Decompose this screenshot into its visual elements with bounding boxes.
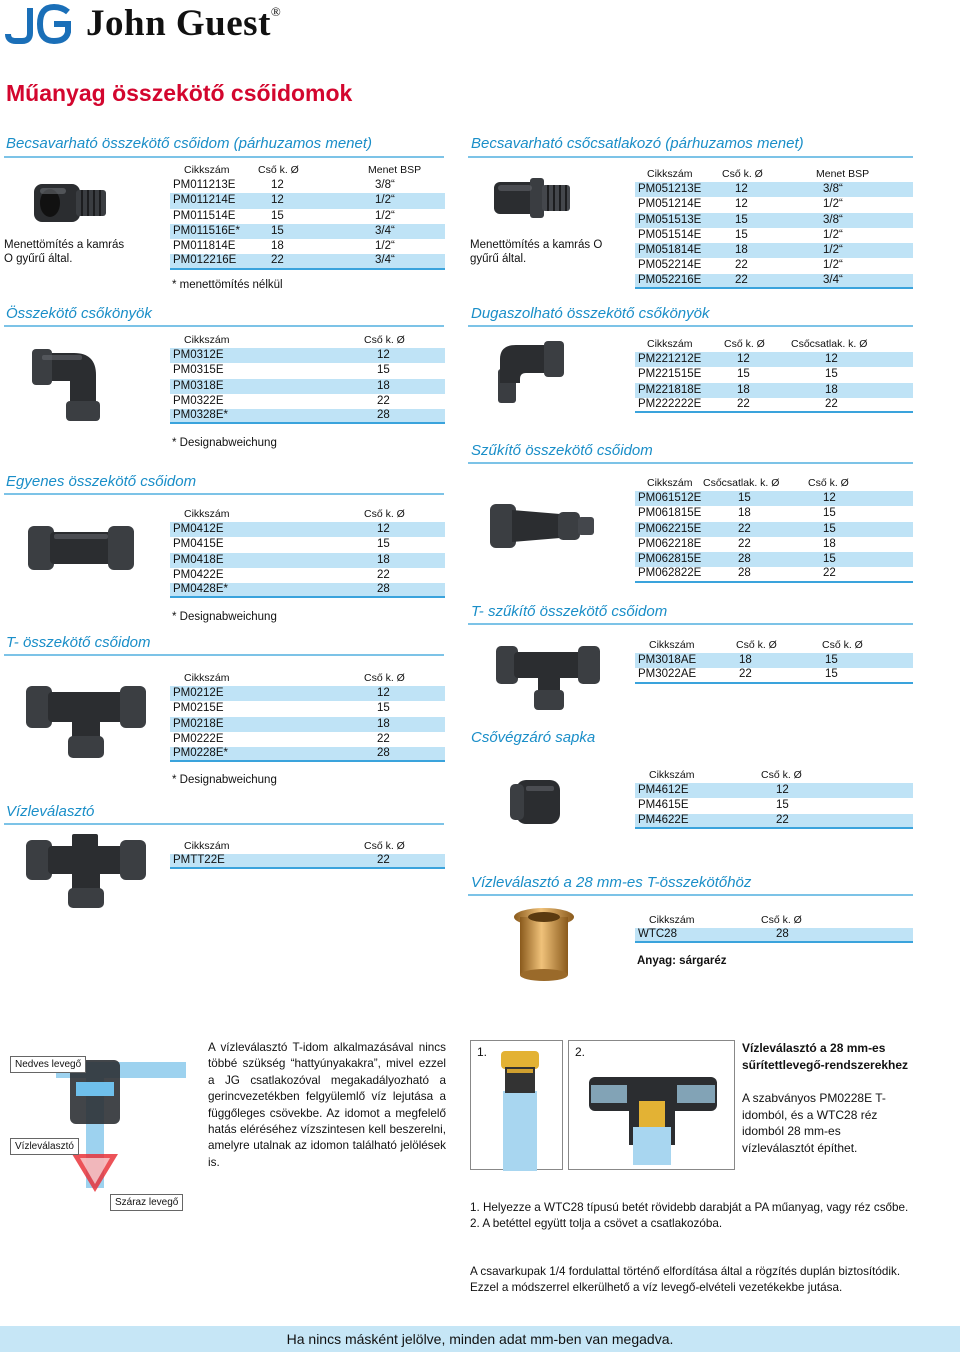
table-row: PM052214E 22 1/2“: [638, 259, 843, 272]
table-row: PM062815E 28 15: [635, 552, 913, 567]
step-2-panel: [568, 1040, 735, 1170]
table-row: PM051214E 12 1/2“: [638, 198, 843, 211]
table-row: PM051213E 12 3/8“: [635, 182, 913, 197]
table-row: PM4622E 22: [635, 814, 913, 829]
threaded-stud-photo: [490, 168, 574, 228]
table-row: PM011213E 12 3/8“: [173, 179, 395, 191]
description-text: Menettömítés a kamrás O gyűrű által.: [4, 239, 125, 265]
step-2-number: 2.: [575, 1045, 586, 1059]
table-row: PM0328E* 28: [170, 409, 445, 424]
end-cap-photo: [510, 774, 566, 830]
table-row: PM062822E 28 22: [635, 567, 913, 582]
table-row: PM222222E 22 22: [635, 398, 913, 413]
footnote: * menettömítés nélkül: [172, 279, 283, 291]
col-header: Cikkszám: [184, 671, 230, 684]
col-header: Cső k. Ø: [736, 638, 777, 651]
table-row: PM011516E* 15 3/4“: [170, 224, 445, 239]
table-row: PM3022AE 22 15: [635, 668, 913, 683]
elbow-photo: [30, 335, 120, 425]
col-header: Cső k. Ø: [364, 839, 405, 852]
section-divider: [468, 623, 913, 625]
footer-note: Ha nincs másként jelölve, minden adat mm-ben van megadva.: [0, 1326, 960, 1352]
step-1-graphic: [471, 1041, 564, 1171]
table-row: PM051514E 15 1/2“: [638, 228, 843, 241]
section-divider: [468, 325, 913, 327]
section-title-plugin-elbow: Dugaszolható összekötő csőkönyök: [471, 305, 710, 322]
table-row: PM051814E 18 1/2“: [635, 243, 913, 258]
section-title-tee: T- összekötő csőidom: [6, 634, 151, 651]
instruction-item: 2. A betéttel együtt tolja a csövet a csatlakozóba.: [470, 1217, 723, 1231]
page-title: Műanyag összekötő csőidomok: [6, 80, 353, 106]
table-row: PM221515E 15 15: [638, 368, 838, 381]
section-divider: [468, 462, 913, 464]
table-row: PM0412E 12: [170, 522, 445, 537]
section-title-elbow: Összekötő csőkönyök: [6, 305, 152, 322]
table-s9: [635, 767, 913, 829]
footnote: * Designabweichung: [172, 611, 277, 623]
table-row: PM0315E 15: [173, 364, 390, 377]
side-title: Vízleválasztó a 28 mm-es sűrítettlevegő-rendszerekhez: [742, 1041, 909, 1072]
table-row: PM0422E 22: [173, 568, 390, 581]
col-header: Cső k. Ø: [724, 337, 765, 350]
table-row: PM0418E 18: [170, 553, 445, 568]
brass-insert-photo: [508, 905, 580, 981]
footnote: * Designabweichung: [172, 437, 277, 449]
plugin-elbow-photo: [490, 335, 570, 405]
col-header: Cikkszám: [184, 333, 230, 346]
reducing-tee-photo: [494, 640, 604, 712]
table-row: PM3018AE 18 15: [635, 653, 913, 668]
section-title-water-separator: Vízleválasztó: [6, 803, 95, 820]
lock-paragraph: A csavarkupak 1/4 fordulattal történő elfordítása által a rögzítés duplán biztosítódik. Ezzel a módszerrel elkerülhető a víz levegő-elvételi vezetékekbe jutása.: [470, 1265, 901, 1295]
dry-air-label: Száraz levegő: [110, 1194, 183, 1211]
section-divider: [468, 894, 913, 896]
col-header: Csőcsatlak. k. Ø: [703, 476, 780, 489]
step-1-number: 1.: [477, 1045, 488, 1059]
section-divider: [4, 325, 444, 327]
step-1-panel: [470, 1040, 563, 1170]
table-row: PMTT22E 22: [170, 854, 445, 869]
section-divider: [468, 156, 913, 158]
separator-diagram: [10, 1042, 190, 1214]
reducer-photo: [488, 500, 598, 552]
col-header: Cikkszám: [184, 839, 230, 852]
section-divider: [4, 823, 444, 825]
table-row: PM012216E 22 3/4“: [170, 254, 445, 269]
table-row: PM0215E 15: [173, 702, 390, 715]
table-row: PM061512E 15 12: [635, 491, 913, 506]
table-row: PM011514E 15 1/2“: [173, 209, 395, 222]
table-row: PM062215E 22 15: [635, 522, 913, 537]
table-row: PM0428E* 28: [170, 583, 445, 598]
col-header: Menet BSP: [816, 167, 870, 180]
table-row: WTC28 28: [635, 928, 913, 943]
john-guest-logo-icon: [4, 4, 74, 44]
section-divider: [4, 156, 444, 158]
col-header: Cikkszám: [184, 507, 230, 520]
straight-connector-photo: [26, 520, 136, 576]
separator-paragraph: A vízleválasztó T-idom alkalmazásával nincs többé szükség “hattyúnyakakra”, mivel ezzel a JG csatlakozóval megakadályozható a gerincvezetékben felgyülemlő víz lejutása a függőleges csövekbe. Az idomot a megfelelő hatás eléréséhez vízszintesen kell beszerelni, amelyre utalnak az idomon található jelölések is.: [208, 1041, 446, 1169]
col-header: Cikkszám: [649, 638, 695, 651]
table-s4: [635, 336, 913, 413]
section-title-threaded-stud: Becsavarható csőcsatlakozó (párhuzamos menet): [471, 135, 804, 152]
table-s3: [170, 332, 445, 424]
table-s7: [170, 670, 445, 762]
table-row: PM0228E* 28: [170, 747, 445, 762]
table-row: PM011214E 12 1/2“: [170, 193, 445, 208]
section-title-reducing-tee: T- szűkítő összekötő csőidom: [471, 603, 668, 620]
table-s2: [635, 166, 913, 289]
table-row: PM052216E 22 3/4“: [635, 274, 913, 289]
section-divider: [4, 493, 444, 495]
col-header: Cső k. Ø: [822, 638, 863, 651]
water-separator-photo: [24, 830, 148, 910]
table-row: PM0312E 12: [170, 348, 445, 363]
section-title-straight: Egyenes összekötő csőidom: [6, 473, 197, 490]
table-row: PM0318E 18: [170, 379, 445, 394]
col-header: Cső k. Ø: [761, 768, 802, 781]
col-header: Cikkszám: [647, 476, 693, 489]
section-title-reducer: Szűkítő összekötő csőidom: [471, 442, 653, 459]
col-header: Cső k. Ø: [364, 671, 405, 684]
table-s5: [170, 506, 445, 598]
footnote: * Designabweichung: [172, 774, 277, 786]
col-header: Cső k. Ø: [364, 333, 405, 346]
table-row: PM221818E 18 18: [635, 383, 913, 398]
col-header: Cső k. Ø: [364, 507, 405, 520]
description-text: Menettömítés a kamrás O gyűrű által.: [470, 239, 603, 265]
table-row: PM0218E 18: [170, 717, 445, 732]
section-title-end-cap: Csővégzáró sapka: [471, 729, 596, 746]
table-row: PM051513E 15 3/8“: [635, 213, 913, 228]
instruction-item: 1. Helyezze a WTC28 típusú betét rövidebb darabját a PA műanyag, vagy réz csőbe.: [470, 1201, 909, 1214]
table-row: PM062218E 22 18: [638, 537, 836, 550]
col-header: Cső k. Ø: [258, 163, 299, 176]
section-divider: [4, 654, 444, 656]
material-note: Anyag: sárgaréz: [637, 955, 727, 967]
table-row: PM221212E 12 12: [635, 352, 913, 367]
table-row: PM0415E 15: [173, 538, 390, 551]
col-header: Cső k. Ø: [761, 913, 802, 926]
table-s10: [170, 838, 445, 869]
col-header: Cikkszám: [184, 163, 230, 176]
threaded-connector-photo: [28, 170, 112, 232]
col-header: Cikkszám: [649, 913, 695, 926]
step-2-graphic: [569, 1041, 736, 1171]
instructions-list: [470, 1200, 914, 1233]
section-title-wtc28: Vízleválasztó a 28 mm-es T-összekötőhöz: [471, 874, 752, 891]
col-header: Csőcsatlak. k. Ø: [791, 337, 868, 350]
col-header: Cső k. Ø: [722, 167, 763, 180]
table-row: PM0322E 22: [173, 394, 390, 407]
brand-name: John Guest®: [86, 3, 282, 44]
section-title-threaded-connector: Becsavarható összekötő csőidom (párhuzamos menet): [6, 135, 373, 152]
table-row: PM4612E 12: [635, 783, 913, 798]
table-s1: [170, 162, 445, 270]
tee-photo: [24, 680, 148, 760]
separator-label: Vízleválasztó: [10, 1138, 79, 1155]
table-row: PM011814E 18 1/2“: [173, 240, 395, 253]
table-row: PM061815E 18 15: [638, 507, 836, 520]
col-header: Cső k. Ø: [808, 476, 849, 489]
table-s11: [635, 912, 913, 943]
table-s8: [635, 637, 913, 684]
wet-air-label: Nedves levegő: [10, 1056, 86, 1073]
side-text: A szabványos PM0228E T-idomból, és a WTC28 réz idomból 28 mm-es vízleválasztót építhet.: [742, 1091, 886, 1155]
table-row: PM0212E 12: [170, 686, 445, 701]
table-row: PM4615E 15: [638, 799, 789, 812]
col-header: Cikkszám: [647, 337, 693, 350]
table-s6: [635, 475, 913, 583]
col-header: Menet BSP: [368, 163, 422, 176]
col-header: Cikkszám: [649, 768, 695, 781]
col-header: Cikkszám: [647, 167, 693, 180]
table-row: PM0222E 22: [173, 732, 390, 745]
